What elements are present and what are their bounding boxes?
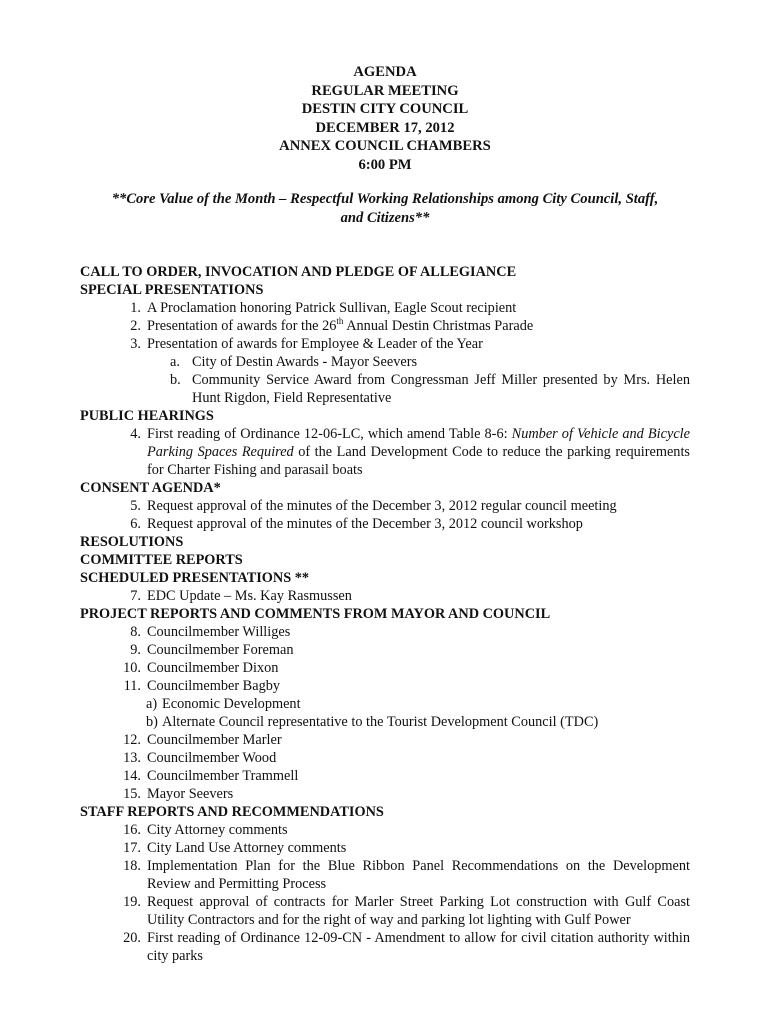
agenda-subitem bbox=[80, 713, 690, 731]
agenda-item bbox=[80, 731, 690, 749]
agenda-item bbox=[80, 929, 690, 965]
item-text: Councilmember Dixon bbox=[147, 660, 279, 676]
item-number: 15. bbox=[123, 786, 141, 802]
item-number: 1. bbox=[130, 300, 141, 316]
table-title: Number of Vehicle and Bicycle Parking Spaces Required bbox=[147, 426, 690, 460]
agenda-item bbox=[80, 623, 690, 641]
section-committee-reports: COMMITTEE REPORTS bbox=[80, 552, 243, 568]
subitem-text: City of Destin Awards - Mayor Seevers bbox=[192, 354, 418, 370]
section-call-to-order: CALL TO ORDER, INVOCATION AND PLEDGE OF ALLEGIANCE bbox=[80, 264, 517, 280]
header-time: 6:00 PM bbox=[358, 156, 412, 173]
agenda-item bbox=[80, 857, 690, 893]
agenda-subitem bbox=[80, 353, 690, 371]
section-scheduled-presentations: SCHEDULED PRESENTATIONS ** bbox=[80, 570, 310, 586]
agenda-item bbox=[80, 821, 690, 839]
subitem-label: b. bbox=[170, 372, 181, 388]
item-text: Presentation of awards for Employee & Leader of the Year bbox=[147, 336, 483, 352]
subitem-label: a) bbox=[146, 696, 158, 712]
item-text: Councilmember Trammell bbox=[147, 768, 299, 784]
agenda-item bbox=[80, 497, 690, 515]
header-date: DECEMBER 17, 2012 bbox=[315, 119, 455, 136]
item-text: Councilmember Marler bbox=[147, 732, 282, 748]
ordinal-suffix: th bbox=[336, 316, 344, 327]
agenda-subitem bbox=[80, 371, 690, 407]
item-text: Presentation of awards for the 26th Annual Destin Christmas Parade bbox=[147, 316, 534, 334]
item-number: 6. bbox=[130, 516, 141, 532]
header-title: AGENDA bbox=[353, 64, 417, 80]
item-text: A Proclamation honoring Patrick Sullivan, Eagle Scout recipient bbox=[147, 300, 517, 316]
item-number: 13. bbox=[123, 750, 141, 766]
agenda-item bbox=[80, 587, 690, 605]
item-number: 5. bbox=[130, 498, 141, 514]
subitem-label: a. bbox=[170, 354, 180, 370]
item-number: 12. bbox=[123, 732, 141, 748]
agenda-item bbox=[80, 785, 690, 803]
core-value-line-2: and Citizens** bbox=[340, 209, 430, 226]
header-body-name: DESTIN CITY COUNCIL bbox=[301, 101, 469, 118]
item-text: First reading of Ordinance 12-06-LC, which amend Table 8-6: Number of Vehicle and Bicycle Parking Spaces Required of the Land Development Code to reduce the parking requirements for Charter Fishing and parasail boats bbox=[147, 426, 690, 478]
agenda-item bbox=[80, 641, 690, 659]
agenda-item bbox=[80, 335, 690, 353]
agenda-item bbox=[80, 767, 690, 785]
core-value-line-1: **Core Value of the Month – Respectful Working Relationships among City Council, Staff, bbox=[111, 191, 659, 207]
item-number: 8. bbox=[130, 624, 141, 640]
subitem-text: Community Service Award from Congressman Jeff Miller presented by Mrs. Helen Hunt Rigdon, Field Representative bbox=[192, 372, 690, 406]
item-number: 7. bbox=[130, 588, 141, 604]
header-location: ANNEX COUNCIL CHAMBERS bbox=[279, 138, 491, 155]
agenda-subitem bbox=[80, 695, 690, 713]
item-number: 9. bbox=[130, 642, 141, 658]
agenda-header bbox=[0, 63, 770, 175]
item-text: Councilmember Bagby bbox=[147, 678, 281, 694]
item-text: First reading of Ordinance 12-09-CN - Amendment to allow for civil citation authority within city parks bbox=[147, 930, 690, 964]
item-text: Mayor Seevers bbox=[147, 786, 234, 802]
item-text: Request approval of the minutes of the December 3, 2012 regular council meeting bbox=[147, 498, 617, 514]
section-consent-agenda: CONSENT AGENDA* bbox=[80, 480, 221, 496]
agenda-item bbox=[80, 299, 690, 317]
item-text: Councilmember Wood bbox=[147, 750, 277, 766]
header-meeting-type: REGULAR MEETING bbox=[311, 82, 459, 99]
item-text: Implementation Plan for the Blue Ribbon Panel Recommendations on the Development Review and Permitting Process bbox=[147, 858, 690, 892]
agenda-item bbox=[80, 839, 690, 857]
item-number: 18. bbox=[123, 858, 141, 874]
agenda-item bbox=[80, 425, 690, 479]
item-number: 3. bbox=[130, 336, 141, 352]
agenda-item bbox=[80, 317, 690, 335]
item-number: 2. bbox=[130, 318, 141, 334]
section-public-hearings: PUBLIC HEARINGS bbox=[80, 408, 214, 424]
item-number: 20. bbox=[123, 930, 141, 946]
item-text: Request approval of contracts for Marler Street Parking Lot construction with Gulf Coast Utility Contractors and for the right of way and parking lot lighting with Gulf Power bbox=[147, 894, 690, 928]
core-value-statement bbox=[90, 190, 680, 227]
agenda-item bbox=[80, 515, 690, 533]
agenda-item bbox=[80, 749, 690, 767]
item-text: City Attorney comments bbox=[147, 822, 288, 838]
agenda-item bbox=[80, 659, 690, 677]
section-resolutions: RESOLUTIONS bbox=[80, 534, 184, 550]
item-number: 4. bbox=[130, 426, 141, 442]
item-number: 19. bbox=[123, 894, 141, 910]
item-text: EDC Update – Ms. Kay Rasmussen bbox=[147, 588, 352, 604]
section-special-presentations: SPECIAL PRESENTATIONS bbox=[80, 282, 264, 298]
agenda-body bbox=[80, 263, 690, 965]
item-number: 16. bbox=[123, 822, 141, 838]
item-number: 14. bbox=[123, 768, 141, 784]
item-text: Councilmember Williges bbox=[147, 624, 291, 640]
item-text: Request approval of the minutes of the December 3, 2012 council workshop bbox=[147, 516, 583, 532]
agenda-item bbox=[80, 893, 690, 929]
section-staff-reports: STAFF REPORTS AND RECOMMENDATIONS bbox=[80, 804, 384, 820]
agenda-item bbox=[80, 677, 690, 695]
subitem-label: b) bbox=[146, 714, 158, 730]
item-number: 10. bbox=[123, 660, 141, 676]
item-text: City Land Use Attorney comments bbox=[147, 840, 347, 856]
item-number: 11. bbox=[123, 678, 141, 694]
section-project-reports: PROJECT REPORTS AND COMMENTS FROM MAYOR AND COUNCIL bbox=[80, 606, 551, 622]
subitem-text: Alternate Council representative to the Tourist Development Council (TDC) bbox=[162, 714, 599, 730]
item-number: 17. bbox=[123, 840, 141, 856]
item-text: Councilmember Foreman bbox=[147, 642, 294, 658]
subitem-text: Economic Development bbox=[162, 696, 301, 712]
